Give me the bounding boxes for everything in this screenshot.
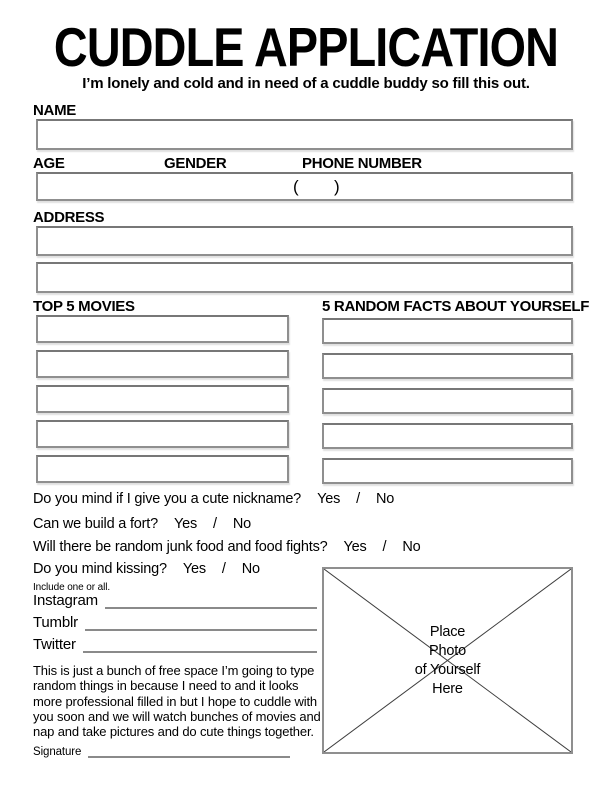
instagram-row: [33, 592, 317, 609]
question-fort: [33, 517, 251, 533]
tumblr-label: Tumblr: [33, 614, 78, 631]
fact-input-3[interactable]: [322, 388, 573, 414]
question-junk-food: [33, 540, 421, 556]
random-facts-label: 5 RANDOM FACTS ABOUT YOURSELF: [322, 298, 590, 315]
tumblr-input-line[interactable]: [85, 616, 317, 631]
photo-text-line: Photo: [429, 642, 466, 659]
fact-input-4[interactable]: [322, 423, 573, 449]
nickname-yes-option[interactable]: Yes: [317, 491, 341, 507]
option-separator: /: [213, 516, 217, 532]
phone-area-code-parens: ( ): [293, 177, 341, 196]
address-label: ADDRESS: [33, 209, 105, 226]
twitter-label: Twitter: [33, 636, 76, 653]
fort-yes-option[interactable]: Yes: [173, 516, 198, 532]
page-title: CUDDLE APPLICATION: [53, 16, 559, 78]
photo-text-line: of Yourself: [414, 661, 481, 678]
option-separator: /: [356, 491, 360, 507]
signature-input-line[interactable]: [88, 743, 290, 758]
fort-no-option[interactable]: No: [232, 516, 252, 532]
question-kissing: [33, 562, 260, 578]
page-subtitle: I’m lonely and cold and in need of a cuddle buddy so fill this out.: [82, 75, 530, 92]
paragraph-line: This is just a bunch of free space I’m going to type: [33, 663, 315, 678]
instagram-label: Instagram: [33, 592, 98, 609]
paragraph-line: more professional filled in but I hope to cuddle with: [33, 693, 317, 709]
twitter-row: [33, 636, 317, 653]
name-input[interactable]: [36, 119, 573, 150]
fact-input-2[interactable]: [322, 353, 573, 379]
age-gender-phone-input[interactable]: [36, 172, 573, 201]
random-facts-inputs: [322, 318, 573, 484]
address-input-line1[interactable]: [36, 226, 573, 256]
phone-number-label: PHONE NUMBER: [302, 155, 422, 172]
fact-input-5[interactable]: [322, 458, 573, 484]
option-separator: /: [221, 561, 226, 577]
top-movies-inputs: [36, 315, 289, 483]
option-separator: /: [382, 539, 387, 555]
kissing-no-option[interactable]: No: [241, 561, 260, 577]
instagram-input-line[interactable]: [105, 594, 317, 609]
social-include-hint: Include one or all.: [33, 582, 111, 593]
gender-label: GENDER: [164, 155, 227, 172]
photo-placeholder-text: [415, 623, 481, 699]
nickname-no-option[interactable]: No: [375, 491, 395, 507]
fact-input-1[interactable]: [322, 318, 573, 344]
junk-food-yes-option[interactable]: Yes: [343, 539, 367, 555]
movie-input-2[interactable]: [36, 350, 289, 378]
paragraph-line: nap and take pictures and do cute things together.: [33, 724, 314, 740]
question-text: Will there be random junk food and food fights?: [33, 539, 328, 555]
movie-input-4[interactable]: [36, 420, 289, 448]
paragraph-line: random things in because I need to and it looks: [33, 678, 299, 694]
free-space-paragraph: [33, 663, 343, 739]
signature-row: [33, 744, 290, 758]
top-movies-label: TOP 5 MOVIES: [33, 298, 135, 315]
question-text: Do you mind if I give you a cute nickname?: [33, 491, 302, 507]
question-nickname: [33, 492, 394, 508]
question-text: Do you mind kissing?: [33, 561, 167, 577]
address-input-line2[interactable]: [36, 262, 573, 293]
photo-placeholder-box[interactable]: [322, 567, 573, 754]
movie-input-5[interactable]: [36, 455, 289, 483]
kissing-yes-option[interactable]: Yes: [182, 561, 206, 577]
junk-food-no-option[interactable]: No: [402, 539, 421, 555]
twitter-input-line[interactable]: [83, 638, 317, 653]
question-text: Can we build a fort?: [33, 516, 158, 532]
photo-text-line: Place: [429, 623, 466, 640]
movie-input-3[interactable]: [36, 385, 289, 413]
paragraph-line: you soon and we will watch bunches of movies and: [33, 708, 321, 724]
movie-input-1[interactable]: [36, 315, 289, 343]
photo-text-line: Here: [432, 680, 463, 697]
signature-label: Signature: [33, 746, 82, 758]
age-label: AGE: [33, 155, 65, 172]
tumblr-row: [33, 614, 317, 631]
name-label: NAME: [33, 102, 76, 119]
